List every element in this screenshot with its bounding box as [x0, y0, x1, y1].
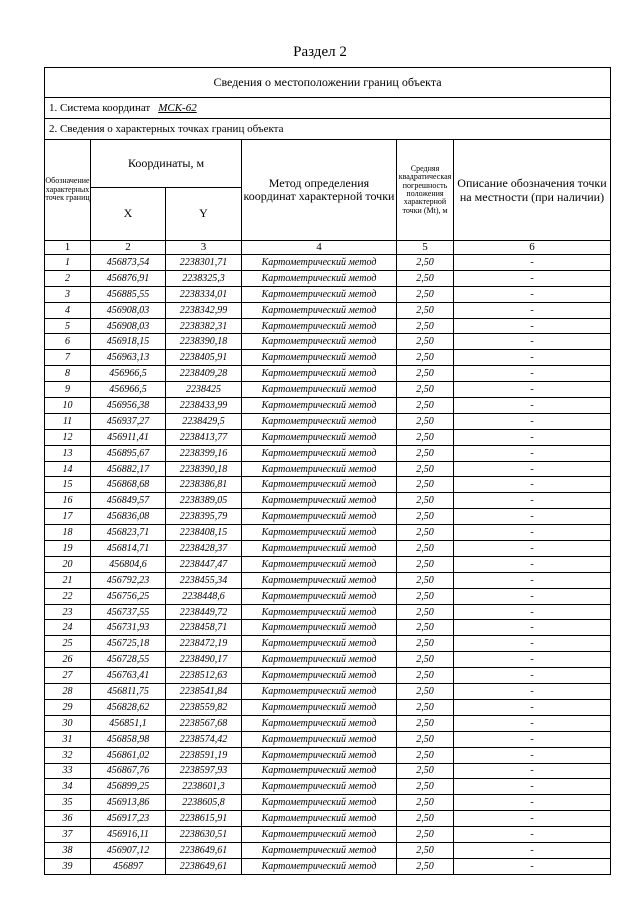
coord-x: 456763,41	[91, 668, 166, 684]
coord-x: 456756,25	[91, 588, 166, 604]
method-cell: Картометрический метод	[242, 318, 397, 334]
accuracy-cell: 2,50	[397, 334, 454, 350]
point-number: 29	[45, 699, 91, 715]
table-row	[45, 620, 611, 636]
coord-x: 456858,98	[91, 731, 166, 747]
method-cell: Картометрический метод	[242, 413, 397, 429]
method-cell: Картометрический метод	[242, 493, 397, 509]
coord-y: 2238458,71	[166, 620, 242, 636]
method-cell: Картометрический метод	[242, 302, 397, 318]
header-point: Обозначение характерных точек границ	[45, 140, 91, 241]
point-number: 30	[45, 715, 91, 731]
table-row	[45, 286, 611, 302]
column-numbers-row	[45, 241, 611, 255]
points-label: 2. Сведения о характерных точках границ объекта	[45, 119, 611, 140]
coord-x: 456918,15	[91, 334, 166, 350]
accuracy-cell: 2,50	[397, 731, 454, 747]
description-cell: -	[454, 779, 611, 795]
coord-y: 2238559,82	[166, 699, 242, 715]
description-cell: -	[454, 652, 611, 668]
table-row	[45, 779, 611, 795]
point-number: 27	[45, 668, 91, 684]
accuracy-cell: 2,50	[397, 556, 454, 572]
coord-x: 456956,38	[91, 398, 166, 414]
description-cell: -	[454, 636, 611, 652]
coord-x: 456728,55	[91, 652, 166, 668]
accuracy-cell: 2,50	[397, 715, 454, 731]
coord-x: 456804,6	[91, 556, 166, 572]
method-cell: Картометрический метод	[242, 668, 397, 684]
method-cell: Картометрический метод	[242, 398, 397, 414]
coord-x: 456966,5	[91, 366, 166, 382]
coord-x: 456916,11	[91, 827, 166, 843]
table-row	[45, 525, 611, 541]
description-cell: -	[454, 763, 611, 779]
coord-x: 456963,13	[91, 350, 166, 366]
accuracy-cell: 2,50	[397, 572, 454, 588]
coord-x: 456836,08	[91, 509, 166, 525]
accuracy-cell: 2,50	[397, 604, 454, 620]
section-title: Раздел 2	[293, 44, 347, 60]
point-number: 18	[45, 525, 91, 541]
accuracy-cell: 2,50	[397, 255, 454, 271]
coord-x: 456876,91	[91, 270, 166, 286]
description-cell: -	[454, 398, 611, 414]
method-cell: Картометрический метод	[242, 715, 397, 731]
point-number: 33	[45, 763, 91, 779]
coord-x: 456917,23	[91, 811, 166, 827]
point-number: 39	[45, 858, 91, 874]
accuracy-cell: 2,50	[397, 477, 454, 493]
coord-system-label: 1. Система координат	[49, 101, 151, 114]
description-cell: -	[454, 747, 611, 763]
coord-y: 2238512,63	[166, 668, 242, 684]
table-row	[45, 334, 611, 350]
point-number: 9	[45, 382, 91, 398]
point-number: 28	[45, 684, 91, 700]
coord-x: 456867,76	[91, 763, 166, 779]
method-cell: Картометрический метод	[242, 286, 397, 302]
col-number: 2	[91, 241, 166, 255]
table-row	[45, 715, 611, 731]
coord-x: 456913,86	[91, 795, 166, 811]
description-cell: -	[454, 556, 611, 572]
table-row	[45, 398, 611, 414]
table-row	[45, 541, 611, 557]
point-number: 8	[45, 366, 91, 382]
table-row	[45, 636, 611, 652]
accuracy-cell: 2,50	[397, 493, 454, 509]
accuracy-cell: 2,50	[397, 588, 454, 604]
description-cell: -	[454, 525, 611, 541]
point-number: 1	[45, 255, 91, 271]
point-number: 11	[45, 413, 91, 429]
description-cell: -	[454, 572, 611, 588]
accuracy-cell: 2,50	[397, 620, 454, 636]
description-cell: -	[454, 270, 611, 286]
method-cell: Картометрический метод	[242, 747, 397, 763]
point-number: 19	[45, 541, 91, 557]
point-number: 13	[45, 445, 91, 461]
method-cell: Картометрический метод	[242, 477, 397, 493]
description-cell: -	[454, 668, 611, 684]
coord-y: 2238382,31	[166, 318, 242, 334]
table-row	[45, 795, 611, 811]
table-row	[45, 858, 611, 874]
description-cell: -	[454, 858, 611, 874]
header-x: X	[91, 188, 166, 241]
coord-y: 2238413,77	[166, 429, 242, 445]
table-row	[45, 604, 611, 620]
method-cell: Картометрический метод	[242, 811, 397, 827]
col-number: 4	[242, 241, 397, 255]
method-cell: Картометрический метод	[242, 445, 397, 461]
method-cell: Картометрический метод	[242, 350, 397, 366]
description-cell: -	[454, 541, 611, 557]
description-cell: -	[454, 842, 611, 858]
coord-x: 456911,41	[91, 429, 166, 445]
method-cell: Картометрический метод	[242, 334, 397, 350]
accuracy-cell: 2,50	[397, 699, 454, 715]
description-cell: -	[454, 715, 611, 731]
table-row	[45, 842, 611, 858]
description-cell: -	[454, 366, 611, 382]
table-row	[45, 699, 611, 715]
coord-y: 2238490,17	[166, 652, 242, 668]
col-number: 5	[397, 241, 454, 255]
point-number: 25	[45, 636, 91, 652]
coord-y: 2238615,91	[166, 811, 242, 827]
accuracy-cell: 2,50	[397, 270, 454, 286]
coord-x: 456828,62	[91, 699, 166, 715]
coord-y: 2238472,19	[166, 636, 242, 652]
point-number: 21	[45, 572, 91, 588]
coord-y: 2238409,28	[166, 366, 242, 382]
coord-x: 456868,68	[91, 477, 166, 493]
accuracy-cell: 2,50	[397, 541, 454, 557]
accuracy-cell: 2,50	[397, 509, 454, 525]
table-row	[45, 461, 611, 477]
table-row	[45, 509, 611, 525]
table-row	[45, 302, 611, 318]
coord-x: 456823,71	[91, 525, 166, 541]
point-number: 12	[45, 429, 91, 445]
description-cell: -	[454, 477, 611, 493]
point-number: 36	[45, 811, 91, 827]
table-row	[45, 572, 611, 588]
coord-y: 2238395,79	[166, 509, 242, 525]
coord-x: 456908,03	[91, 318, 166, 334]
method-cell: Картометрический метод	[242, 652, 397, 668]
coord-y: 2238449,72	[166, 604, 242, 620]
table-row	[45, 556, 611, 572]
coord-y: 2238428,37	[166, 541, 242, 557]
coord-system-value: МСК-62	[158, 101, 197, 114]
coord-x: 456873,54	[91, 255, 166, 271]
accuracy-cell: 2,50	[397, 827, 454, 843]
point-number: 38	[45, 842, 91, 858]
coord-y: 2238429,5	[166, 413, 242, 429]
coord-y: 2238649,61	[166, 842, 242, 858]
coord-x: 456908,03	[91, 302, 166, 318]
method-cell: Картометрический метод	[242, 858, 397, 874]
header-accuracy: Средняя квадратическая погрешность положения характерной точки (Mt), м	[397, 140, 454, 241]
description-cell: -	[454, 413, 611, 429]
coord-y: 2238567,68	[166, 715, 242, 731]
accuracy-cell: 2,50	[397, 858, 454, 874]
accuracy-cell: 2,50	[397, 398, 454, 414]
accuracy-cell: 2,50	[397, 842, 454, 858]
coord-x: 456849,57	[91, 493, 166, 509]
accuracy-cell: 2,50	[397, 286, 454, 302]
accuracy-cell: 2,50	[397, 413, 454, 429]
table-row	[45, 429, 611, 445]
coord-x: 456882,17	[91, 461, 166, 477]
description-cell: -	[454, 588, 611, 604]
table-row	[45, 731, 611, 747]
method-cell: Картометрический метод	[242, 541, 397, 557]
point-number: 15	[45, 477, 91, 493]
point-number: 5	[45, 318, 91, 334]
coord-x: 456907,12	[91, 842, 166, 858]
description-cell: -	[454, 827, 611, 843]
table-row	[45, 366, 611, 382]
description-cell: -	[454, 382, 611, 398]
method-cell: Картометрический метод	[242, 509, 397, 525]
table-row	[45, 270, 611, 286]
description-cell: -	[454, 445, 611, 461]
description-cell: -	[454, 302, 611, 318]
coord-y: 2238386,81	[166, 477, 242, 493]
table-row	[45, 493, 611, 509]
coord-y: 2238389,05	[166, 493, 242, 509]
point-number: 10	[45, 398, 91, 414]
table-row	[45, 413, 611, 429]
col-number: 3	[166, 241, 242, 255]
table-row	[45, 255, 611, 271]
method-cell: Картометрический метод	[242, 255, 397, 271]
accuracy-cell: 2,50	[397, 366, 454, 382]
coord-y: 2238447,47	[166, 556, 242, 572]
table-row	[45, 382, 611, 398]
description-cell: -	[454, 461, 611, 477]
header-description: Описание обозначения точки на местности (при наличии)	[454, 140, 611, 241]
accuracy-cell: 2,50	[397, 636, 454, 652]
description-cell: -	[454, 429, 611, 445]
table-row	[45, 652, 611, 668]
point-number: 26	[45, 652, 91, 668]
coord-y: 2238342,99	[166, 302, 242, 318]
point-number: 4	[45, 302, 91, 318]
accuracy-cell: 2,50	[397, 652, 454, 668]
method-cell: Картометрический метод	[242, 382, 397, 398]
method-cell: Картометрический метод	[242, 461, 397, 477]
method-cell: Картометрический метод	[242, 270, 397, 286]
table-caption: Сведения о местоположении границ объекта	[45, 68, 611, 98]
point-number: 7	[45, 350, 91, 366]
coord-x: 456731,93	[91, 620, 166, 636]
coord-y: 2238390,18	[166, 461, 242, 477]
coord-x: 456966,5	[91, 382, 166, 398]
method-cell: Картометрический метод	[242, 429, 397, 445]
point-number: 17	[45, 509, 91, 525]
coord-y: 2238425	[166, 382, 242, 398]
point-number: 6	[45, 334, 91, 350]
description-cell: -	[454, 286, 611, 302]
point-number: 20	[45, 556, 91, 572]
coord-x: 456861,02	[91, 747, 166, 763]
coord-y: 2238433,99	[166, 398, 242, 414]
point-number: 24	[45, 620, 91, 636]
description-cell: -	[454, 350, 611, 366]
method-cell: Картометрический метод	[242, 556, 397, 572]
coord-x: 456737,55	[91, 604, 166, 620]
description-cell: -	[454, 318, 611, 334]
point-number: 14	[45, 461, 91, 477]
accuracy-cell: 2,50	[397, 429, 454, 445]
coord-y: 2238574,42	[166, 731, 242, 747]
method-cell: Картометрический метод	[242, 731, 397, 747]
accuracy-cell: 2,50	[397, 763, 454, 779]
header-coords: Координаты, м	[91, 140, 242, 188]
accuracy-cell: 2,50	[397, 525, 454, 541]
col-number: 1	[45, 241, 91, 255]
coord-y: 2238399,16	[166, 445, 242, 461]
point-number: 32	[45, 747, 91, 763]
method-cell: Картометрический метод	[242, 684, 397, 700]
coord-x: 456885,55	[91, 286, 166, 302]
coord-system-row	[45, 98, 611, 119]
coord-x: 456937,27	[91, 413, 166, 429]
description-cell: -	[454, 255, 611, 271]
coord-x: 456814,71	[91, 541, 166, 557]
header-y: Y	[166, 188, 242, 241]
description-cell: -	[454, 684, 611, 700]
method-cell: Картометрический метод	[242, 366, 397, 382]
table-row	[45, 684, 611, 700]
coord-x: 456811,75	[91, 684, 166, 700]
coord-y: 2238408,15	[166, 525, 242, 541]
method-cell: Картометрический метод	[242, 779, 397, 795]
description-cell: -	[454, 509, 611, 525]
accuracy-cell: 2,50	[397, 811, 454, 827]
accuracy-cell: 2,50	[397, 382, 454, 398]
coord-y: 2238541,84	[166, 684, 242, 700]
table-row	[45, 747, 611, 763]
method-cell: Картометрический метод	[242, 572, 397, 588]
coord-y: 2238325,3	[166, 270, 242, 286]
method-cell: Картометрический метод	[242, 795, 397, 811]
method-cell: Картометрический метод	[242, 827, 397, 843]
accuracy-cell: 2,50	[397, 747, 454, 763]
accuracy-cell: 2,50	[397, 445, 454, 461]
coord-x: 456792,23	[91, 572, 166, 588]
method-cell: Картометрический метод	[242, 763, 397, 779]
coord-y: 2238455,34	[166, 572, 242, 588]
coord-y: 2238334,01	[166, 286, 242, 302]
description-cell: -	[454, 334, 611, 350]
method-cell: Картометрический метод	[242, 620, 397, 636]
point-number: 2	[45, 270, 91, 286]
coord-y: 2238390,18	[166, 334, 242, 350]
description-cell: -	[454, 604, 611, 620]
description-cell: -	[454, 795, 611, 811]
accuracy-cell: 2,50	[397, 318, 454, 334]
accuracy-cell: 2,50	[397, 302, 454, 318]
method-cell: Картометрический метод	[242, 525, 397, 541]
coord-y: 2238301,71	[166, 255, 242, 271]
coord-y: 2238597,93	[166, 763, 242, 779]
method-cell: Картометрический метод	[242, 699, 397, 715]
description-cell: -	[454, 620, 611, 636]
table-row	[45, 350, 611, 366]
accuracy-cell: 2,50	[397, 795, 454, 811]
point-number: 22	[45, 588, 91, 604]
header-method: Метод определения координат характерной точки	[242, 140, 397, 241]
coord-y: 2238448,6	[166, 588, 242, 604]
coord-x: 456897	[91, 858, 166, 874]
table-row	[45, 811, 611, 827]
description-cell: -	[454, 699, 611, 715]
coord-y: 2238630,51	[166, 827, 242, 843]
table-row	[45, 318, 611, 334]
point-number: 16	[45, 493, 91, 509]
col-number: 6	[454, 241, 611, 255]
table-row	[45, 445, 611, 461]
point-number: 23	[45, 604, 91, 620]
table-row	[45, 588, 611, 604]
description-cell: -	[454, 493, 611, 509]
point-number: 31	[45, 731, 91, 747]
point-number: 35	[45, 795, 91, 811]
table-row	[45, 668, 611, 684]
coord-x: 456725,18	[91, 636, 166, 652]
coord-y: 2238591,19	[166, 747, 242, 763]
coord-x: 456895,67	[91, 445, 166, 461]
accuracy-cell: 2,50	[397, 779, 454, 795]
method-cell: Картометрический метод	[242, 604, 397, 620]
coord-y: 2238649,61	[166, 858, 242, 874]
method-cell: Картометрический метод	[242, 636, 397, 652]
coord-y: 2238601,3	[166, 779, 242, 795]
point-number: 34	[45, 779, 91, 795]
boundary-table	[44, 67, 611, 875]
point-number: 37	[45, 827, 91, 843]
coord-y: 2238605,8	[166, 795, 242, 811]
point-number: 3	[45, 286, 91, 302]
method-cell: Картометрический метод	[242, 588, 397, 604]
description-cell: -	[454, 811, 611, 827]
accuracy-cell: 2,50	[397, 350, 454, 366]
method-cell: Картометрический метод	[242, 842, 397, 858]
accuracy-cell: 2,50	[397, 461, 454, 477]
accuracy-cell: 2,50	[397, 684, 454, 700]
table-row	[45, 763, 611, 779]
description-cell: -	[454, 731, 611, 747]
table-row	[45, 827, 611, 843]
coord-x: 456851,1	[91, 715, 166, 731]
coord-x: 456899,25	[91, 779, 166, 795]
coord-y: 2238405,91	[166, 350, 242, 366]
accuracy-cell: 2,50	[397, 668, 454, 684]
table-row	[45, 477, 611, 493]
